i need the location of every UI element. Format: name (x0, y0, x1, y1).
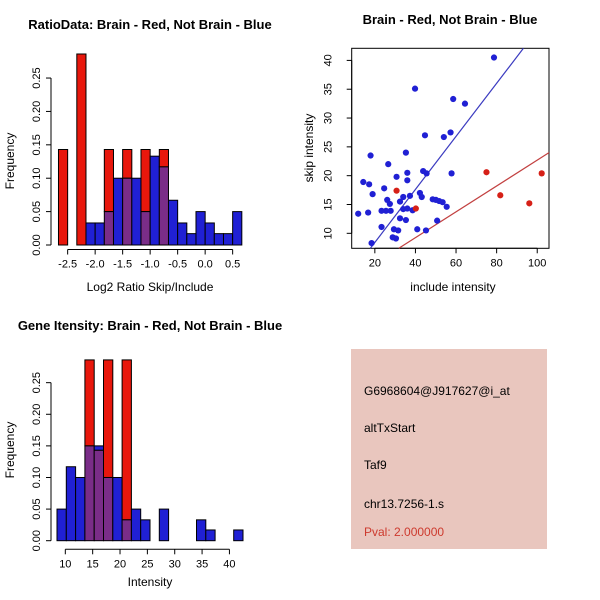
hist-bar-red (85, 360, 94, 446)
red-data-point (483, 169, 489, 175)
x-tick-label: -1.0 (140, 258, 160, 271)
x-tick-label: -1.5 (113, 258, 133, 271)
blue-data-point (393, 174, 399, 180)
location-text: chr13.7256-1.s (364, 497, 445, 511)
blue-data-point (422, 132, 428, 138)
y-tick-label: 10 (322, 227, 335, 240)
blue-data-point (385, 161, 391, 167)
gene-info-panel (300, 300, 600, 600)
probe-id-text: G6968604@J917627@i_at (364, 384, 510, 398)
red-data-point (413, 205, 419, 211)
x-tick-label: 20 (368, 257, 381, 270)
y-tick-label: 0.25 (31, 67, 43, 89)
ratio-histogram-plot (0, 0, 300, 300)
hist-bar-blue (197, 520, 206, 541)
scatter-panel (300, 0, 600, 300)
blue-data-point (395, 227, 401, 233)
scatter-plot (300, 0, 600, 300)
hist-bar-blue (76, 477, 85, 540)
hist-bar-blue (223, 234, 232, 245)
blue-data-point (450, 96, 456, 102)
red-data-point (539, 170, 545, 176)
y-tick-label: 40 (322, 54, 335, 67)
hist-bar-blue (205, 223, 214, 245)
hist-bar-blue (187, 234, 196, 245)
x-tick-label: 25 (141, 558, 154, 571)
y-tick-label: 0.00 (31, 234, 43, 256)
blue-data-point (407, 193, 413, 199)
y-tick-label: 20 (322, 169, 335, 182)
hist-bar-blue (178, 223, 187, 245)
hist-bar-blue (131, 509, 140, 541)
gene-info-box (351, 349, 547, 549)
hist-bar-blue (132, 178, 141, 245)
hist-bar-red (122, 360, 131, 520)
hist-bar-blue (66, 467, 75, 541)
x-tick-label: 30 (168, 558, 181, 571)
hist-bar-blue (95, 223, 104, 245)
blue-data-point (397, 215, 403, 221)
hist-bar-blue (113, 178, 122, 245)
hist-bar-overlap (159, 167, 168, 245)
blue-data-point (434, 218, 440, 224)
hist-bar-overlap (94, 450, 103, 540)
y-tick-label: 30 (322, 111, 335, 125)
blue-data-point (403, 217, 409, 223)
red-fit-line (399, 153, 549, 249)
x-tick-label: 40 (409, 257, 422, 270)
scatter-ylabel: skip intensity (302, 113, 316, 183)
hist-bar-blue (113, 477, 122, 540)
y-tick-label: 0.15 (31, 435, 43, 457)
red-data-point (393, 188, 399, 194)
plot-box (352, 48, 549, 248)
hist-bar-blue (94, 446, 103, 450)
ratio-histogram-ylabel: Frequency (3, 132, 17, 190)
pval-text: Pval: 2.000000 (364, 525, 445, 539)
gene-histogram-title: Gene Itensity: Brain - Red, Not Brain - Blue (17, 318, 283, 333)
blue-data-point (423, 227, 429, 233)
y-tick-label: 0.20 (31, 403, 43, 425)
hist-bar-overlap (141, 212, 150, 245)
blue-data-point (403, 150, 409, 156)
hist-bar-overlap (85, 446, 94, 541)
y-tick-label: 0.00 (31, 529, 43, 552)
hist-bar-red (141, 149, 150, 211)
ratio-histogram-panel (0, 0, 300, 300)
hist-bar-red (77, 54, 86, 245)
blue-data-point (387, 201, 393, 207)
hist-bar-blue (86, 223, 95, 245)
x-tick-label: -2.0 (85, 258, 105, 271)
hist-bar-red (104, 360, 113, 478)
y-tick-label: 0.05 (31, 200, 43, 223)
hist-bar-overlap (122, 520, 131, 541)
event-type-text: altTxStart (364, 421, 416, 435)
x-tick-label: 10 (59, 558, 72, 571)
gene-histogram-panel (0, 300, 300, 600)
blue-data-point (400, 194, 406, 200)
ratio-histogram-xlabel: Log2 Ratio Skip/Include (86, 280, 214, 294)
hist-bar-overlap (104, 477, 113, 540)
blue-data-point (381, 185, 387, 191)
blue-data-point (355, 211, 361, 217)
hist-bar-red (104, 149, 113, 211)
blue-data-point (462, 101, 468, 107)
y-tick-label: 0.05 (31, 498, 43, 520)
y-tick-label: 0.10 (31, 167, 43, 189)
x-tick-label: 40 (223, 558, 236, 571)
blue-data-point (404, 177, 410, 183)
blue-data-point (404, 205, 410, 211)
y-tick-label: 0.10 (31, 466, 43, 489)
red-data-point (526, 200, 532, 206)
blue-data-point (370, 191, 376, 197)
x-tick-label: 100 (528, 257, 547, 270)
blue-data-point (448, 170, 454, 176)
y-tick-label: 35 (322, 83, 335, 96)
hist-bar-blue (150, 156, 159, 245)
hist-bar-blue (57, 509, 66, 541)
blue-data-point (447, 129, 453, 135)
x-tick-label: 0.5 (225, 258, 241, 271)
gene-histogram-plot (0, 300, 300, 600)
x-tick-label: -0.5 (168, 258, 188, 271)
x-tick-label: 15 (86, 558, 99, 571)
hist-bar-blue (196, 212, 205, 245)
hist-bar-overlap (123, 178, 132, 245)
x-tick-label: 0.0 (197, 258, 213, 271)
hist-bar-blue (234, 530, 243, 541)
hist-bar-blue (206, 530, 215, 541)
red-data-point (497, 192, 503, 198)
blue-data-point (366, 181, 372, 187)
blue-data-point (412, 86, 418, 92)
scatter-title: Brain - Red, Not Brain - Blue (362, 12, 538, 27)
blue-data-point (491, 54, 497, 60)
x-tick-label: 35 (195, 558, 209, 571)
hist-bar-overlap (104, 212, 113, 245)
blue-data-point (441, 134, 447, 140)
hist-bar-blue (141, 520, 150, 541)
hist-bar-blue (214, 234, 223, 245)
hist-bar-blue (168, 200, 177, 245)
blue-data-point (367, 152, 373, 158)
blue-data-point (368, 240, 374, 246)
blue-data-point (388, 208, 394, 214)
x-tick-label: 80 (490, 257, 503, 270)
y-tick-label: 0.20 (31, 100, 43, 123)
blue-data-point (420, 168, 426, 174)
blue-data-point (393, 235, 399, 241)
gene-name-text: Taf9 (364, 458, 387, 472)
y-tick-label: 0.25 (31, 371, 43, 394)
hist-bar-blue (159, 509, 168, 541)
hist-bar-blue (233, 212, 242, 245)
ratio-histogram-title: RatioData: Brain - Red, Not Brain - Blue (28, 17, 272, 32)
blue-data-point (404, 170, 410, 176)
y-tick-label: 15 (322, 198, 335, 211)
blue-data-point (365, 209, 371, 215)
hist-bar-red (123, 149, 132, 178)
blue-data-point (378, 224, 384, 230)
hist-bar-red (159, 149, 168, 166)
gene-histogram-ylabel: Frequency (3, 421, 17, 479)
blue-data-point (360, 179, 366, 185)
scatter-xlabel: include intensity (410, 280, 496, 294)
gene-histogram-xlabel: Intensity (127, 575, 173, 589)
hist-bar-red (58, 149, 67, 245)
y-tick-label: 0.15 (31, 134, 43, 156)
x-tick-label: -2.5 (58, 258, 78, 271)
blue-data-point (419, 194, 425, 200)
y-tick-label: 25 (322, 140, 335, 153)
blue-data-point (444, 204, 450, 210)
blue-data-point (414, 226, 420, 232)
x-tick-label: 20 (113, 558, 127, 571)
x-tick-label: 60 (449, 257, 463, 270)
